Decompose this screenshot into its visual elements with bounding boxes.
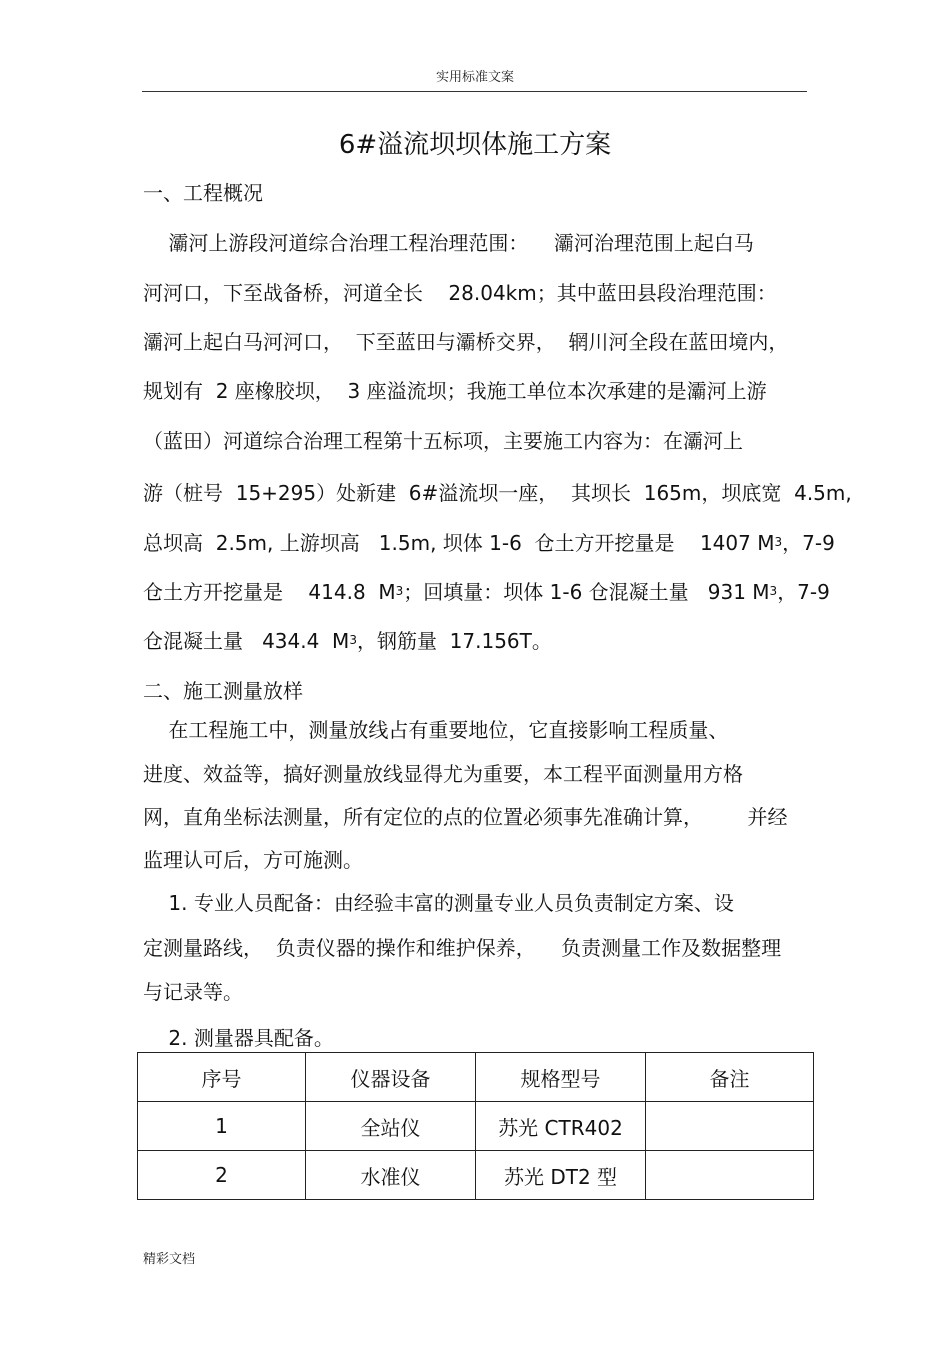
- paragraph-line: [143, 627, 808, 658]
- table-cell: 苏光 CTR402: [476, 1102, 646, 1151]
- line-text: 总坝高 2.5m, 上游坝高 1.5m, 坝体 1-6 仓土方开挖量是 1407 M: [143, 531, 775, 555]
- superscript: 3: [395, 584, 404, 598]
- list-item-2: 2. 测量器具配备。: [143, 1026, 334, 1050]
- table-cell: [646, 1102, 814, 1151]
- table-header-cell: 仪器设备: [306, 1053, 476, 1102]
- page-footer: 精彩文档: [143, 1252, 196, 1267]
- table-cell: [646, 1151, 814, 1200]
- paragraph-line: 与记录等。: [143, 980, 243, 1004]
- line-text: ，7-9: [782, 531, 835, 555]
- list-item-1: 1. 专业人员配备：由经验丰富的测量专业人员负责制定方案、设: [143, 891, 734, 915]
- table-cell: 2: [138, 1151, 306, 1200]
- header-divider: [142, 91, 807, 92]
- table-row: [138, 1151, 814, 1200]
- paragraph-line: 灞河上起白马河河口， 下至蓝田与灞桥交界， 辋川河全段在蓝田境内，: [143, 330, 789, 354]
- paragraph-line: 灞河上游段河道综合治理工程治理范围： 灞河治理范围上起白马: [143, 231, 754, 255]
- paragraph-line: 河河口，下至战备桥，河道全长 28.04km；其中蓝田县段治理范围：: [143, 281, 777, 305]
- section-1-heading: 一、工程概况: [143, 181, 263, 205]
- superscript: 3: [769, 584, 778, 598]
- table-header-cell: 规格型号: [476, 1053, 646, 1102]
- paragraph-line: 进度、效益等，搞好测量放线显得尤为重要，本工程平面测量用方格: [143, 762, 743, 786]
- page-header: 实用标准文案: [435, 70, 514, 85]
- document-title: 6#溢流坝坝体施工方案: [338, 130, 612, 160]
- line-text: 仓土方开挖量是 414.8 M: [143, 580, 396, 604]
- paragraph-line: [143, 529, 835, 560]
- paragraph-line: 定测量路线， 负责仪器的操作和维护保养， 负责测量工作及数据整理: [143, 936, 782, 960]
- table-header-cell: 备注: [646, 1053, 814, 1102]
- paragraph-line: 监理认可后，方可施测。: [143, 848, 363, 872]
- table-header-row: [138, 1053, 814, 1102]
- line-text: ，钢筋量 17.156T。: [356, 629, 552, 653]
- table-cell: 苏光 DT2 型: [476, 1151, 646, 1200]
- table-cell: 水准仪: [306, 1151, 476, 1200]
- superscript: 3: [349, 633, 357, 647]
- line-text: ；回填量：坝体 1-6 仓混凝土量 931 M: [403, 580, 770, 604]
- line-text: ，7-9: [777, 580, 830, 604]
- paragraph-line: [143, 578, 830, 609]
- table-header-cell: 序号: [138, 1053, 306, 1102]
- section-2-heading: 二、施工测量放样: [143, 679, 303, 703]
- superscript: 3: [774, 535, 783, 549]
- paragraph-line: （蓝田）河道综合治理工程第十五标项，主要施工内容为：在灞河上: [143, 429, 743, 453]
- table-row: [138, 1102, 814, 1151]
- paragraph-line: 网，直角坐标法测量，所有定位的点的位置必须事先准确计算， 并经: [143, 805, 788, 829]
- paragraph-line: 规划有 2 座橡胶坝， 3 座溢流坝；我施工单位本次承建的是灞河上游: [143, 379, 767, 403]
- equipment-table: [137, 1052, 814, 1200]
- line-text: 仓混凝土量 434.4 M: [143, 629, 350, 653]
- table-cell: 1: [138, 1102, 306, 1151]
- table-cell: 全站仪: [306, 1102, 476, 1151]
- paragraph-line: 在工程施工中，测量放线占有重要地位，它直接影响工程质量、: [143, 718, 729, 742]
- paragraph-line: 游（桩号 15+295）处新建 6#溢流坝一座， 其坝长 165m，坝底宽 4.5m,: [143, 481, 852, 505]
